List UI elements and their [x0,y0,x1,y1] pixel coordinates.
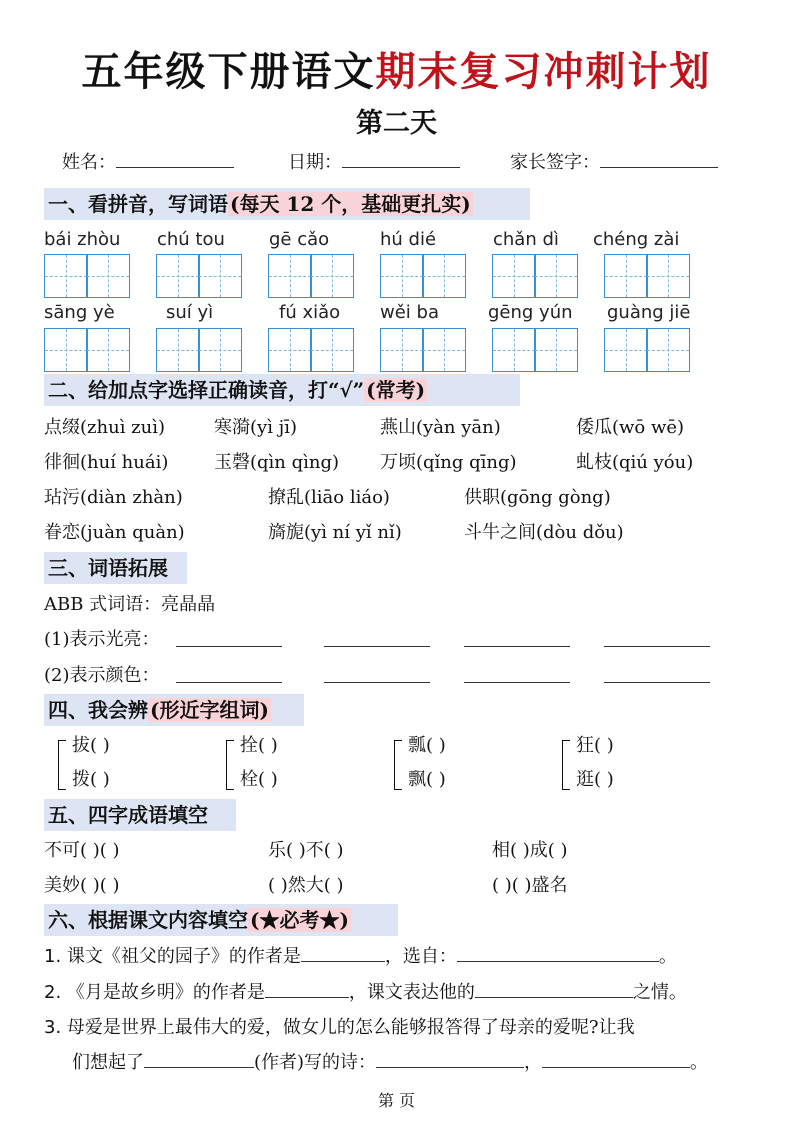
similar-word: 狂( ) [576,735,614,756]
reading-item: 徘徊(huí huái) [44,452,169,473]
pinyin-1-1: bái zhòu [44,229,121,250]
writing-box[interactable] [198,328,242,372]
similar-word: 拔( ) [72,735,110,756]
writing-box[interactable] [422,254,466,298]
writing-box[interactable] [156,254,200,298]
section-1-title: 一、看拼音，写词语 [48,192,228,216]
similar-word: 栓( ) [240,769,278,790]
date-blank[interactable] [342,150,460,168]
writing-box[interactable] [44,254,88,298]
answer-blank[interactable] [542,1050,690,1068]
question-text: 们想起了 [72,1052,144,1073]
date-field [288,150,460,176]
reading-item: 虬枝(qiú yóu) [576,452,694,473]
answer-blank[interactable] [176,665,282,683]
sign-label: 家长签字： [510,152,600,173]
answer-blank[interactable] [176,629,282,647]
writing-box[interactable] [646,254,690,298]
pinyin-1-5: chǎn dì [493,229,559,250]
section-6-title: 六、根据课文内容填空 [48,908,248,932]
bracket-icon [562,740,570,790]
writing-box[interactable] [86,328,130,372]
writing-box[interactable] [380,328,424,372]
abb-item-2 [44,663,160,689]
sign-field [510,150,718,176]
writing-box[interactable] [268,254,312,298]
question-text: ，选自： [384,946,457,967]
bracket-icon [58,740,66,790]
pinyin-1-6: chéng zài [593,229,680,250]
writing-box[interactable] [44,328,88,372]
pinyin-2-5: gēng yún [488,302,573,323]
section-4-title: 四、我会辨 [48,698,148,722]
writing-box[interactable] [268,328,312,372]
writing-box[interactable] [422,328,466,372]
section-2-tag: (常考) [366,378,426,402]
question-number: 1. [44,946,62,967]
writing-box[interactable] [534,254,578,298]
section-6-heading [44,904,398,936]
answer-blank[interactable] [376,1050,524,1068]
question-text: 之情。 [632,982,687,1003]
answer-blank[interactable] [475,980,633,998]
reading-item: 点缀(zhuì zuì) [44,417,166,438]
section-3-title: 三、词语拓展 [48,556,168,580]
reading-item: 燕山(yàn yān) [380,417,501,438]
idiom-item: ( )然大( ) [268,875,344,896]
section-3-heading [44,552,187,584]
section-4-heading [44,694,304,726]
section-2-title: 二、给加点字选择正确读音，打“√” [48,378,365,402]
similar-word: 拨( ) [72,769,110,790]
writing-box[interactable] [86,254,130,298]
idiom-item: 美妙( )( ) [44,875,120,896]
name-blank[interactable] [116,150,234,168]
answer-blank[interactable] [324,629,430,647]
question-number: 3. [44,1017,62,1038]
question-text: 。 [658,946,677,967]
name-label: 姓名： [62,152,116,173]
reading-item: 倭瓜(wō wē) [576,417,685,438]
question-2 [44,980,687,1006]
writing-box[interactable] [198,254,242,298]
answer-blank[interactable] [324,665,430,683]
question-text: 《月是故乡明》的作者是 [66,982,265,1003]
answer-blank[interactable] [265,980,349,998]
reading-item: 供职(gōng gòng) [464,487,611,508]
section-4-tag: (形近字组词) [150,698,269,722]
abb-item-label: (1)表示光亮： [44,629,160,650]
section-5-heading [44,799,236,831]
sign-blank[interactable] [600,150,718,168]
reading-item: 寒漪(yì jī) [214,417,298,438]
reading-item: 万顷(qǐng qīng) [380,452,517,473]
answer-blank[interactable] [144,1050,254,1068]
writing-box[interactable] [310,254,354,298]
answer-blank[interactable] [604,629,710,647]
writing-box[interactable] [492,254,536,298]
writing-box[interactable] [492,328,536,372]
pinyin-2-3: fú xiǎo [279,302,341,323]
writing-box[interactable] [380,254,424,298]
question-3-cont [72,1050,708,1076]
question-number: 2. [44,982,62,1003]
question-1 [44,944,677,970]
idiom-item: ( )( )盛名 [492,875,568,896]
title-highlight: 期末复习冲刺计划 [375,48,712,95]
writing-box[interactable] [310,328,354,372]
idiom-item: 相( )成( ) [492,840,568,861]
abb-item-1 [44,627,160,653]
idiom-item: 乐( )不( ) [268,840,344,861]
writing-box[interactable] [604,328,648,372]
question-text: (作者)写的诗： [254,1052,377,1073]
date-label: 日期： [288,152,342,173]
reading-item: 玉磬(qìn qìng) [214,452,340,473]
answer-blank[interactable] [457,944,659,962]
pinyin-2-1: sāng yè [44,302,115,323]
reading-item: 斗牛之间(dòu dǒu) [464,522,624,543]
title-main: 五年级下册语文 [81,48,376,95]
similar-word: 拴( ) [240,735,278,756]
question-text: ， [524,1052,543,1073]
page-footer: 第 页 [377,1091,416,1110]
pinyin-2-6: guàng jiē [607,302,691,323]
similar-word: 飘( ) [408,769,446,790]
question-3 [44,1015,635,1041]
writing-box[interactable] [534,328,578,372]
question-text: 。 [690,1052,709,1073]
pinyin-2-4: wěi ba [380,302,439,323]
answer-blank[interactable] [464,629,570,647]
question-text: 母爱是世界上最伟大的爱，做女儿的怎么能够报答得了母亲的爱呢?让我 [66,1017,635,1038]
pinyin-1-2: chú tou [157,229,225,250]
abb-item-label: (2)表示颜色： [44,665,160,686]
question-text: ，课文表达他的 [348,982,475,1003]
pinyin-1-4: hú dié [380,229,437,250]
page-title [0,46,793,98]
section-6-tag: (★必考★) [250,908,349,932]
section-2-heading [44,374,520,406]
writing-box[interactable] [156,328,200,372]
reading-item: 玷污(diàn zhàn) [44,487,183,508]
reading-item: 眷恋(juàn quàn) [44,522,185,543]
name-field [62,150,234,176]
answer-blank[interactable] [604,665,710,683]
pinyin-2-2: suí yì [166,302,214,323]
bracket-icon [226,740,234,790]
reading-item: 撩乱(liāo liáo) [268,487,390,508]
idiom-item: 不可( )( ) [44,840,120,861]
section-5-title: 五、四字成语填空 [48,803,208,827]
page-subtitle: 第二天 [356,108,437,139]
similar-word: 逛( ) [576,769,614,790]
pinyin-1-3: gē cǎo [269,229,330,250]
writing-box[interactable] [604,254,648,298]
reading-item: 旖旎(yì ní yǐ nǐ) [268,522,402,543]
bracket-icon [394,740,402,790]
answer-blank[interactable] [464,665,570,683]
abb-example: ABB 式词语：亮晶晶 [44,594,216,615]
section-1-heading [44,188,530,220]
section-1-tag: (每天 12 个，基础更扎实) [230,192,471,216]
question-text: 课文《祖父的园子》的作者是 [66,946,301,967]
similar-word: 瓢( ) [408,735,446,756]
answer-blank[interactable] [301,944,385,962]
writing-box[interactable] [646,328,690,372]
